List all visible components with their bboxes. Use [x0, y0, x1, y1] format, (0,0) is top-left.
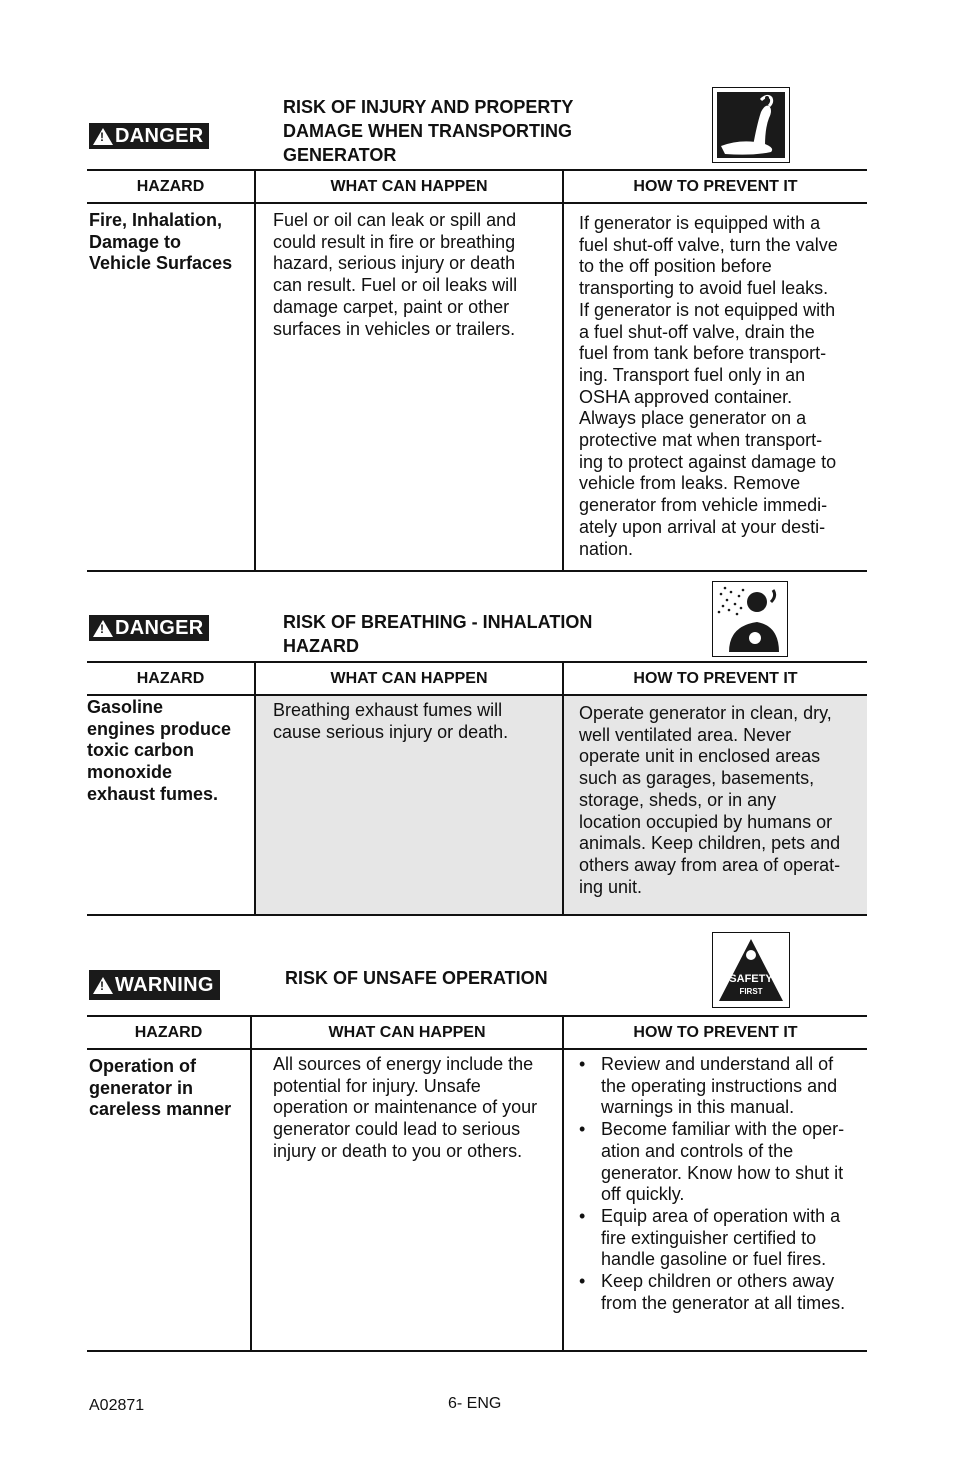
table-row	[87, 203, 867, 571]
how-to-prevent-cell: If generator is equipped with a fuel shut-off valve, turn the valve to the off position before transporting to avoid fuel leaks. If generator is not equipped with a fuel shut-off valve, drain the fuel from tank before transport- ing. Transport fuel only in an OSHA approved container. Always place generator on a protective mat when transport- ing to protect against damage to vehicle from leaks. Remove generator from vehicle immedi- ately upon arrival at your desti- nation.	[563, 203, 867, 571]
danger-badge: ! DANGER	[89, 123, 209, 149]
col-prevent-header: HOW TO PREVENT IT	[563, 662, 867, 695]
alert-triangle-icon	[93, 620, 113, 637]
inhalation-hazard-icon	[712, 581, 788, 657]
col-what-header: WHAT CAN HAPPEN	[255, 662, 563, 695]
alert-triangle-icon	[93, 977, 113, 994]
safety-first-sublabel: FIRST	[739, 987, 763, 996]
hazard-cell: Operation of generator in careless manner	[87, 1049, 251, 1351]
hazard-cell: Gasoline engines produce toxic carbon monoxide exhaust fumes.	[87, 695, 255, 915]
hazard-cell: Fire, Inhalation, Damage to Vehicle Surfaces	[87, 203, 255, 571]
danger-badge: ! DANGER	[89, 615, 209, 641]
fuel-spill-icon	[712, 87, 790, 163]
col-hazard-header: HAZARD	[87, 1016, 251, 1049]
what-can-happen-cell: All sources of energy include the potential for injury. Unsafe operation or maintenance of your generator could lead to serious injury or death to you or others.	[251, 1049, 563, 1351]
what-can-happen-cell: Fuel or oil can leak or spill and could result in fire or breathing hazard, serious injury or death can result. Fuel or oil leaks will damage carpet, paint or other surfaces in vehicles or trailers.	[255, 203, 563, 571]
hazard-table-inhalation	[87, 661, 867, 916]
hazard-table-transport	[87, 169, 867, 572]
page-number: 6- ENG	[448, 1395, 502, 1412]
col-hazard-header: HAZARD	[87, 662, 255, 695]
col-what-header: WHAT CAN HAPPEN	[251, 1016, 563, 1049]
table-row	[87, 695, 867, 915]
how-to-prevent-cell: Operate generator in clean, dry, well ventilated area. Never operate unit in enclosed areas such as garages, basements, storage, sheds, or in any location occupied by humans or animals. Keep children, pets and others away from area of operat- ing unit.	[563, 695, 867, 915]
list-item: • Equip area of operation with a fire extinguisher certified to handle gasoline or fuel fires.	[579, 1206, 863, 1271]
safety-section-transport	[87, 85, 867, 575]
col-what-header: WHAT CAN HAPPEN	[255, 170, 563, 203]
safety-first-icon	[712, 932, 790, 1008]
risk-title: RISK OF UNSAFE OPERATION	[285, 968, 548, 988]
document-code: A02871	[89, 1397, 145, 1414]
what-can-happen-cell: Breathing exhaust fumes will cause serious injury or death.	[255, 695, 563, 915]
safety-section-unsafe-operation	[87, 930, 867, 1360]
how-to-prevent-cell	[563, 1049, 867, 1351]
table-row	[87, 1049, 867, 1351]
list-item: • Review and understand all of the operating instructions and warnings in this manual.	[579, 1054, 863, 1119]
safety-section-inhalation	[87, 580, 867, 920]
safety-first-label: SAFETY	[729, 973, 773, 985]
prevention-list	[579, 1054, 863, 1314]
col-prevent-header: HOW TO PREVENT IT	[563, 170, 867, 203]
col-hazard-header: HAZARD	[87, 170, 255, 203]
list-item: • Become familiar with the oper- ation and controls of the generator. Know how to shut it off quickly.	[579, 1119, 863, 1206]
alert-triangle-icon	[93, 128, 113, 145]
hazard-table-unsafe-operation	[87, 1015, 867, 1352]
risk-title: RISK OF BREATHING - INHALATION HAZARD	[283, 612, 593, 656]
warning-badge: ! WARNING	[89, 970, 220, 1000]
list-item: • Keep children or others away from the generator at all times.	[579, 1271, 863, 1314]
col-prevent-header: HOW TO PREVENT IT	[563, 1016, 867, 1049]
risk-title: RISK OF INJURY AND PROPERTY DAMAGE WHEN TRANSPORTING GENERATOR	[283, 97, 574, 165]
